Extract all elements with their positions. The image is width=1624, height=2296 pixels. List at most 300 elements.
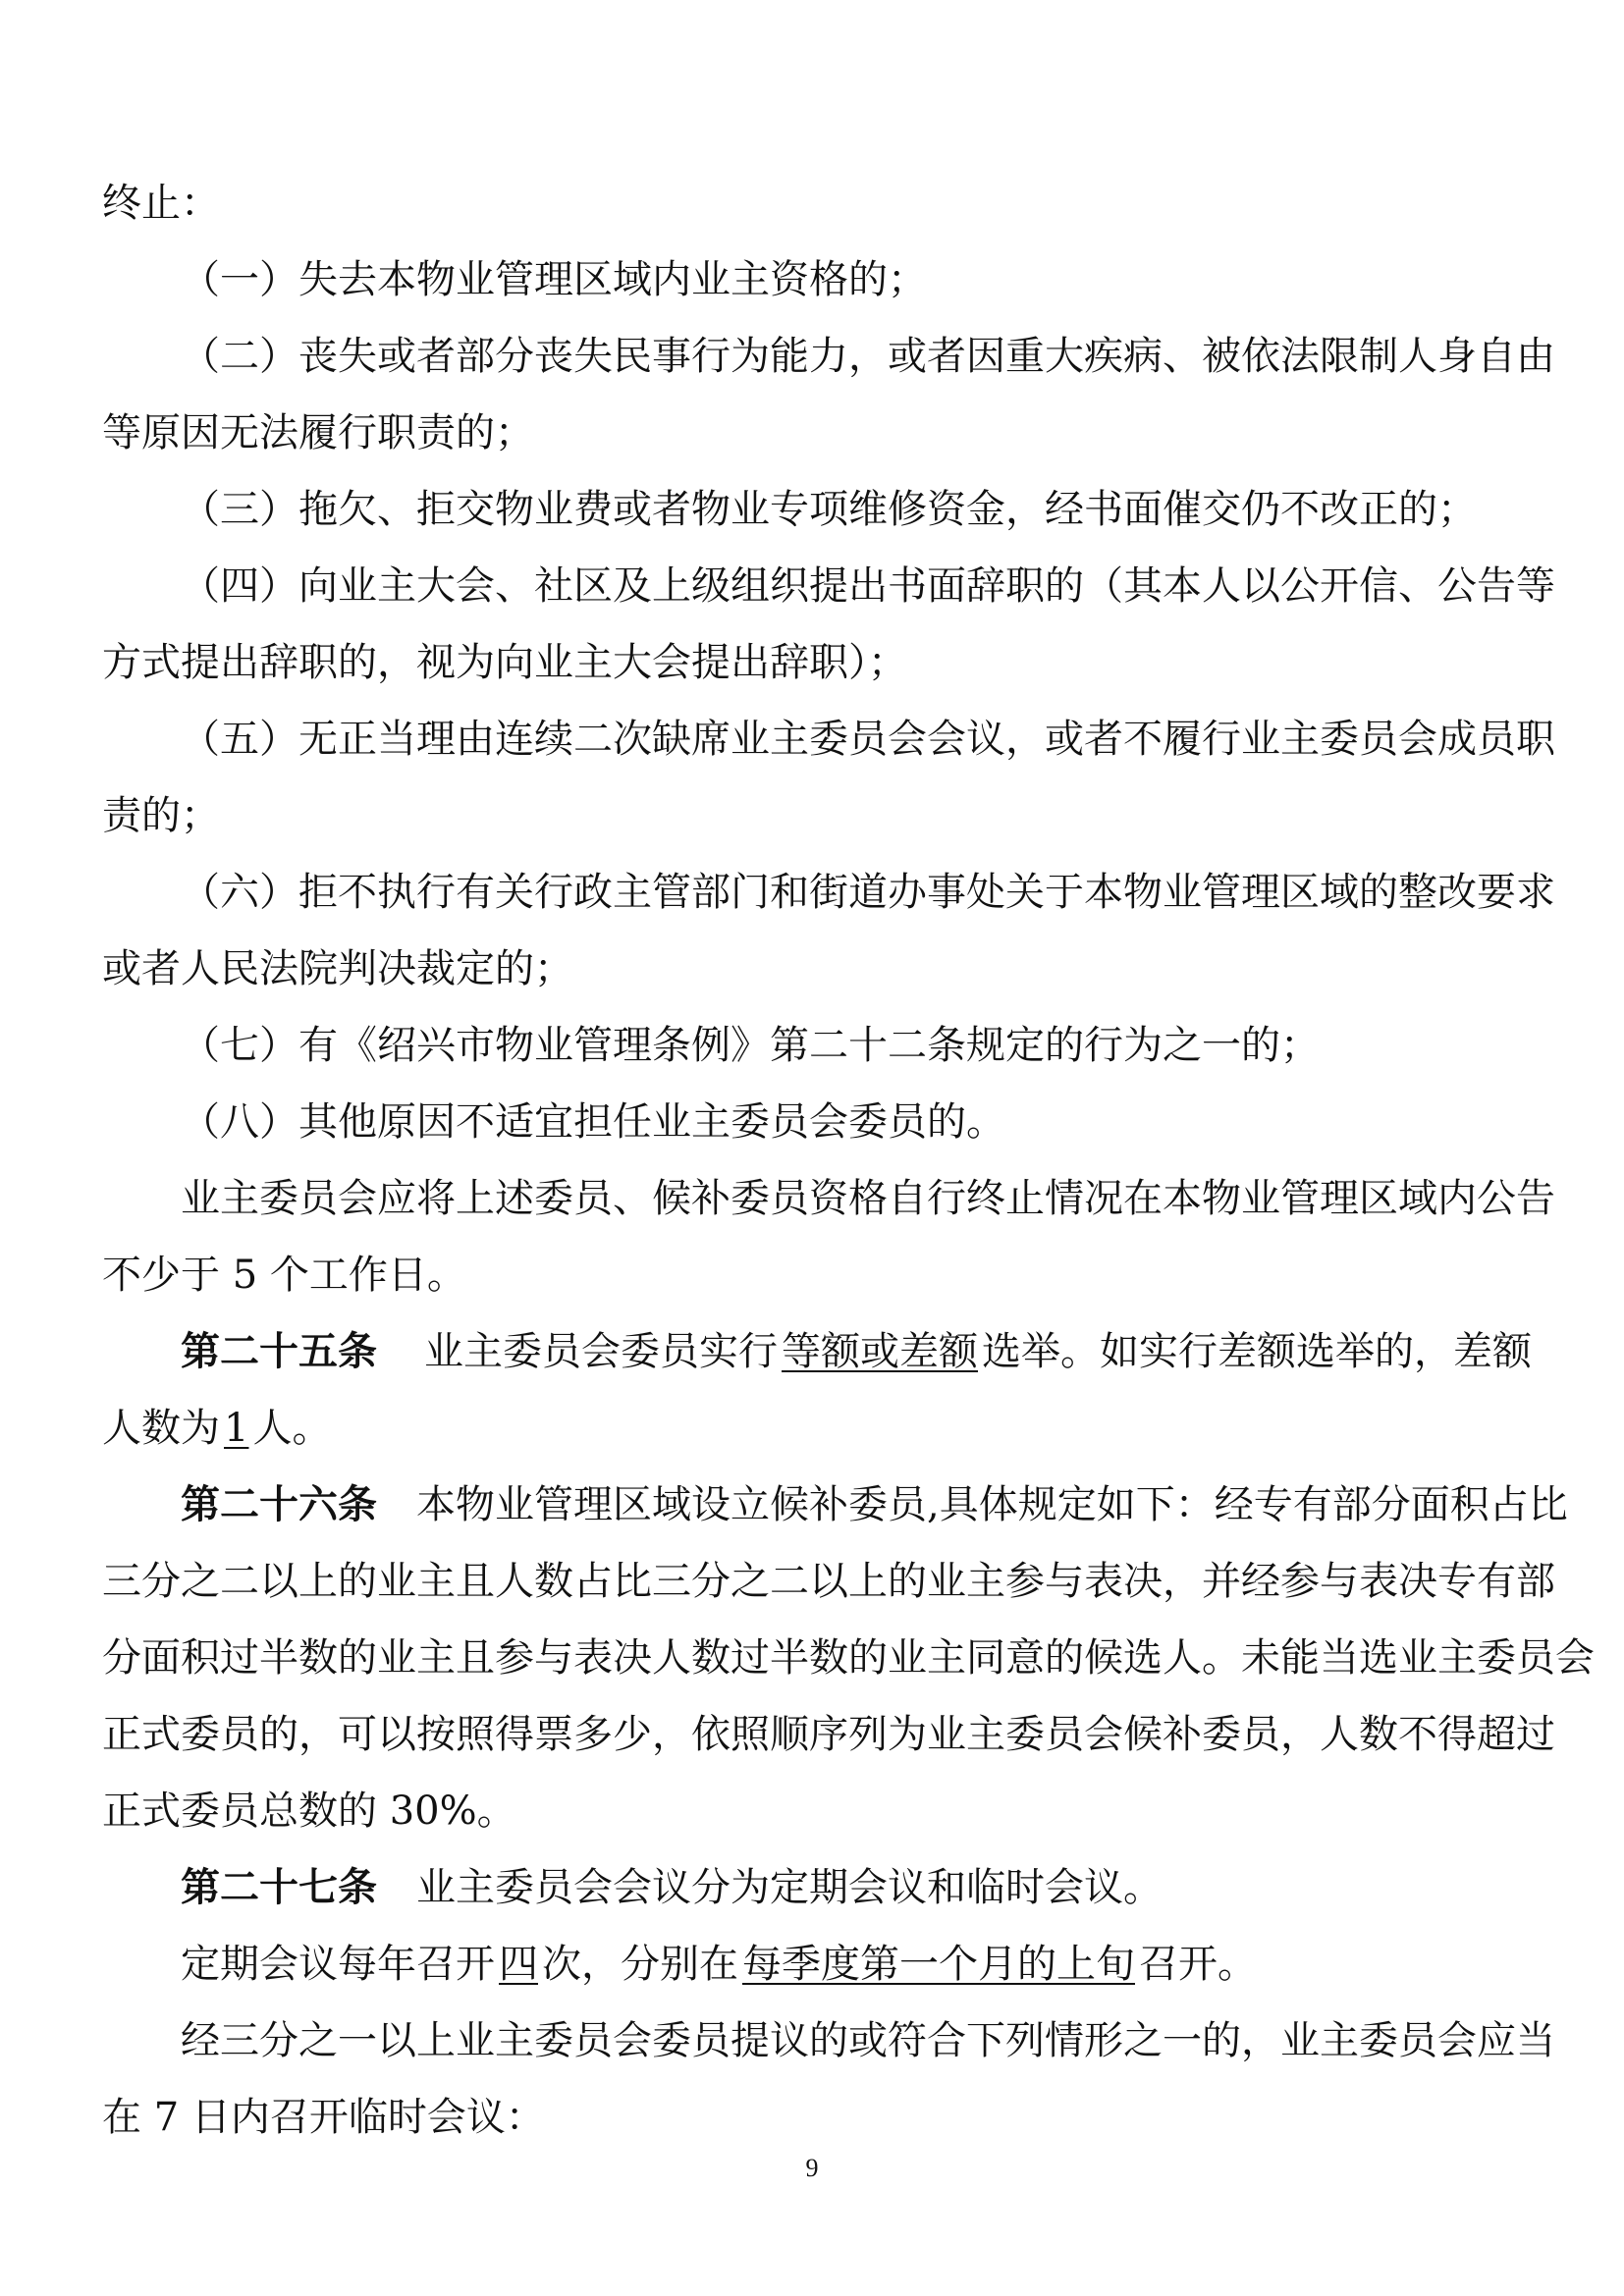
char: 面 [927,563,966,609]
char: 决 [1398,1559,1437,1604]
char: 比 [613,1559,652,1604]
text-run: 本物业管理区域设立候补委员,具体规定如下：经专有部分面积占比 [377,1482,1568,1527]
char: 民 [613,334,652,379]
char: 上 [456,1176,495,1221]
char: 等 [1516,563,1555,609]
text-line [102,1237,1532,1313]
char: 区 [1359,1176,1398,1221]
char: 业 [731,717,770,762]
char: 理 [416,717,456,762]
char: 会 [1084,1712,1123,1757]
char: 一 [1163,2018,1202,2063]
char: 决 [1123,1559,1163,1604]
char: 身 [1437,334,1477,379]
char: 候 [652,1176,691,1221]
char: 专 [1437,1559,1477,1604]
char: 人 [495,1559,534,1604]
text-line [102,395,1532,471]
char: 以 [1241,563,1280,609]
text-run: 业主委员会会议分为定期会议和临时会议。 [377,1865,1163,1910]
char: 管 [652,870,691,915]
char: 并 [1202,1559,1241,1604]
char: 主 [966,1559,1005,1604]
char: 占 [573,1559,613,1604]
char: 委 [1359,2018,1398,2063]
char: 三 [220,2018,259,2063]
char: 正 [338,717,377,762]
char: 的 [259,1712,298,1757]
char: 的 [1045,563,1084,609]
char: ） [259,334,298,379]
text-run: 方式提出辞职的，视为向业主大会提出辞职）； [102,640,907,685]
char: 超 [1477,1712,1516,1757]
text-run: 等原因无法履行职责的； [102,410,534,455]
char: 之 [1123,2018,1163,2063]
char: 分 [141,1559,181,1604]
article-heading: 第二十六条 [181,1481,377,1527]
text-run: （一）失去本物业管理区域内业主资格的； [181,257,927,302]
char: ， [298,1712,338,1757]
char: 将 [416,1176,456,1221]
char: 情 [1045,2018,1084,2063]
char: 二 [220,334,259,379]
char: 委 [181,1712,220,1757]
char: 告 [1477,563,1516,609]
char: 委 [731,1176,770,1221]
char: 行 [691,334,731,379]
char: （ [181,334,220,379]
char: 执 [377,870,416,915]
char: 大 [416,563,456,609]
char: 履 [1163,717,1202,762]
text-line [102,624,1532,701]
char: 与 [1320,1559,1359,1604]
char: 主 [613,870,652,915]
char: 本 [1163,1176,1202,1221]
char: 席 [691,717,731,762]
char: 信 [1359,563,1398,609]
char: 委 [259,1176,298,1221]
char: 续 [534,717,573,762]
char: 、 [1163,334,1202,379]
char: 部 [1516,1559,1555,1604]
char: 经 [181,2018,220,2063]
char: 数 [1359,1712,1398,1757]
char: 员 [1477,717,1516,762]
char: 本 [1084,870,1123,915]
text-line [102,1007,1532,1084]
text-run: 不少于 5 个工作日。 [102,1253,466,1298]
text-run: 人。 [252,1406,332,1451]
char: 人 [1202,563,1241,609]
text-line [102,2002,1555,2079]
char: 员 [848,717,888,762]
char: 委 [652,2018,691,2063]
char: 分 [495,334,534,379]
text-line [102,471,1532,548]
char: 织 [770,563,809,609]
char: ， [1005,717,1045,762]
char: 其 [1123,563,1163,609]
char: 委 [1005,1712,1045,1757]
char: 少 [613,1712,652,1757]
text-run: 在 7 日内召开临时会议： [102,2095,545,2140]
article-heading: 第二十七条 [181,1864,377,1910]
char: （ [181,717,220,762]
char: 会 [1437,2018,1477,2063]
char: 止 [1005,1176,1045,1221]
char: 级 [691,563,731,609]
text-run: 或者人民法院判决裁定的； [102,946,573,991]
char: 域 [1320,870,1359,915]
char: 会 [888,717,927,762]
char: 大 [1045,334,1084,379]
char: 职 [1005,563,1045,609]
char: 失 [338,334,377,379]
char: 业 [338,563,377,609]
text-run: 选举。如实行差额选举的，差额 [982,1329,1532,1374]
char: 和 [770,870,809,915]
filled-blank: 每季度第一个月的上旬 [742,1942,1135,1987]
char: ， [848,334,888,379]
char: 委 [534,1176,573,1221]
char: 列 [848,1712,888,1757]
char: 由 [1516,334,1555,379]
char: 能 [770,334,809,379]
char: 被 [1202,334,1241,379]
char: 会 [927,717,966,762]
char: 出 [848,563,888,609]
page-number: 9 [805,2154,819,2182]
char: 行 [927,1176,966,1221]
char: 补 [691,1176,731,1221]
char: 依 [691,1712,731,1757]
filled-blank: 等额或差额 [782,1329,978,1374]
char: 拒 [298,870,338,915]
char: 员 [1398,2018,1437,2063]
char: 正 [102,1712,141,1757]
text-line [102,1696,1555,1773]
char: 分 [691,1559,731,1604]
char: 处 [966,870,1005,915]
char: 物 [1123,870,1163,915]
char: 求 [1516,870,1555,915]
char: 不 [338,870,377,915]
text-line [102,241,1532,318]
char: 在 [1123,1176,1163,1221]
char: 及 [613,563,652,609]
char: ， [1241,2018,1280,2063]
text-line [102,777,1532,854]
char: ） [259,717,298,762]
char: 补 [1163,1712,1202,1757]
char: 业 [927,1712,966,1757]
char: 有 [1477,1559,1516,1604]
char: 员 [298,1176,338,1221]
char: 重 [1005,334,1045,379]
char: 政 [573,870,613,915]
char: 与 [1045,1559,1084,1604]
text-line [102,1313,1532,1390]
char: 应 [1477,2018,1516,2063]
char: 因 [966,334,1005,379]
char: 主 [1320,2018,1359,2063]
char: 照 [456,1712,495,1757]
char: （ [181,870,220,915]
char: 会 [338,1176,377,1221]
char: 社 [534,563,573,609]
char: 三 [652,1559,691,1604]
char: 丧 [298,334,338,379]
text-run: （八）其他原因不适宜担任业主委员会委员的。 [181,1099,1005,1145]
text-line [102,1084,1532,1160]
document-body [102,165,1595,2156]
char: 主 [220,1176,259,1221]
char: 以 [377,1712,416,1757]
text-run: （三）拖欠、拒交物业费或者物业专项维修资金，经书面催交仍不改正的； [181,487,1477,532]
char: 格 [848,1176,888,1221]
char: 部 [456,334,495,379]
char: （ [181,563,220,609]
char: 不 [1398,1712,1437,1757]
char: 得 [495,1712,534,1757]
char: 提 [731,2018,770,2063]
char: 下 [966,2018,1005,2063]
char: 以 [259,1559,298,1604]
char: 物 [1202,1176,1241,1221]
char: 病 [1123,334,1163,379]
char: 理 [1241,870,1280,915]
char: 整 [1398,870,1437,915]
char: 提 [809,563,848,609]
char: 的 [809,2018,848,2063]
char: 员 [1241,1712,1280,1757]
char: 无 [298,717,338,762]
char: 且 [456,1559,495,1604]
char: 当 [1516,2018,1555,2063]
char: 列 [1005,2018,1045,2063]
char: 可 [338,1712,377,1757]
char: 内 [1437,1176,1477,1221]
char: 上 [652,563,691,609]
char: 事 [927,870,966,915]
filled-blank: 1 [224,1406,249,1451]
char: 员 [220,1712,259,1757]
char: 况 [1084,1176,1123,1221]
text-run: 定期会议每年召开 [181,1942,495,1987]
text-run: 业主委员会委员实行 [424,1329,778,1374]
char: 业 [1241,717,1280,762]
char: 按 [416,1712,456,1757]
char: 自 [1477,334,1516,379]
char: 公 [1437,563,1477,609]
char: 应 [377,1176,416,1221]
char: 四 [220,563,259,609]
char: 符 [888,2018,927,2063]
char: 者 [416,334,456,379]
char: 自 [888,1176,927,1221]
char: 资 [809,1176,848,1221]
text-line [102,2079,1532,2156]
char: 道 [848,870,888,915]
char: 者 [927,334,966,379]
char: 依 [1241,334,1280,379]
char: 顺 [770,1712,809,1757]
char: 主 [770,717,809,762]
char: 职 [1516,717,1555,762]
char: ） [259,563,298,609]
char: 委 [1202,1712,1241,1757]
char: 门 [731,870,770,915]
char: 当 [377,717,416,762]
char: 业 [927,1559,966,1604]
char: 数 [534,1559,573,1604]
char: ， [652,1712,691,1757]
text-line [102,854,1555,931]
char: 辞 [966,563,1005,609]
char: 形 [1084,2018,1123,2063]
char: 人 [1398,334,1437,379]
char: 限 [1320,334,1359,379]
char: 二 [220,1559,259,1604]
char: 或 [1045,717,1084,762]
text-run: 分面积过半数的业主且参与表决人数过半数的业主同意的候选人。未能当选业主委员会 [102,1635,1595,1681]
char: 主 [377,563,416,609]
text-line [102,1773,1532,1849]
char: 情 [1045,1176,1084,1221]
char: 、 [1398,563,1437,609]
char: 业 [456,2018,495,2063]
char: 或 [377,334,416,379]
char: 一 [338,2018,377,2063]
text-line [102,1543,1555,1620]
char: 合 [927,2018,966,2063]
char: 或 [888,334,927,379]
char: 参 [1280,1559,1320,1604]
char: 由 [456,717,495,762]
text-line [102,1620,1595,1696]
char: 表 [1359,1559,1398,1604]
text-line [102,1467,1568,1543]
char: 改 [1437,870,1477,915]
char: 委 [809,717,848,762]
char: 三 [102,1559,141,1604]
char: 会 [456,563,495,609]
char: 主 [1280,717,1320,762]
char: 力 [809,334,848,379]
char: 行 [534,870,573,915]
char: 业 [1280,2018,1320,2063]
char: 员 [1359,717,1398,762]
char: 开 [1320,563,1359,609]
char: 失 [573,334,613,379]
char: 关 [495,870,534,915]
char: 管 [1202,870,1241,915]
char: 上 [848,1559,888,1604]
char: 之 [181,1559,220,1604]
char: 员 [1045,1712,1084,1757]
char: 的 [1202,2018,1241,2063]
char: 管 [1280,1176,1320,1221]
char: 事 [652,334,691,379]
text-line [102,1160,1555,1237]
article-heading: 第二十五条 [181,1328,377,1374]
char: 候 [1123,1712,1163,1757]
char: 之 [731,1559,770,1604]
char: 议 [966,717,1005,762]
char: 向 [298,563,338,609]
char: 照 [731,1712,770,1757]
text-line [102,548,1555,624]
char: 参 [1005,1559,1045,1604]
char: 主 [495,2018,534,2063]
char: 会 [613,2018,652,2063]
char: ， [1280,1712,1320,1757]
char: 表 [1084,1559,1123,1604]
char: 式 [141,1712,181,1757]
char: 行 [416,870,456,915]
char: 为 [888,1712,927,1757]
char: 业 [181,1176,220,1221]
char: 区 [1280,870,1320,915]
char: 序 [809,1712,848,1757]
char: 委 [534,2018,573,2063]
char: 六 [220,870,259,915]
text-line [102,1849,1532,1926]
char: ） [259,870,298,915]
char: 域 [1398,1176,1437,1221]
char: 有 [456,870,495,915]
char: 疾 [1084,334,1123,379]
char: 次 [613,717,652,762]
char: 为 [731,334,770,379]
char: 成 [1437,717,1477,762]
char: ， [1163,1559,1202,1604]
char: 书 [888,563,927,609]
char: （ [1084,563,1123,609]
char: 部 [691,870,731,915]
char: 得 [1437,1712,1477,1757]
char: 议 [770,2018,809,2063]
char: 不 [1123,717,1163,762]
char: 者 [1084,717,1123,762]
char: 理 [1320,1176,1359,1221]
char: 人 [1320,1712,1359,1757]
char: 五 [220,717,259,762]
char: 述 [495,1176,534,1221]
char: 以 [809,1559,848,1604]
char: 二 [770,1559,809,1604]
char: 分 [259,2018,298,2063]
text-run: 责的； [102,793,220,838]
char: 员 [573,1176,613,1221]
char: 要 [1477,870,1516,915]
char: 本 [1163,563,1202,609]
char: 办 [888,870,927,915]
char: 经 [1241,1559,1280,1604]
char: 、 [495,563,534,609]
text-run: 次，分别在 [542,1942,738,1987]
char: 业 [377,1559,416,1604]
char: 会 [1398,717,1437,762]
char: 的 [1359,870,1398,915]
char: 公 [1280,563,1320,609]
text-line [102,1926,1532,2002]
text-line [102,1390,1532,1467]
char: 、 [613,1176,652,1221]
char: 告 [1516,1176,1555,1221]
char: 业 [1163,870,1202,915]
